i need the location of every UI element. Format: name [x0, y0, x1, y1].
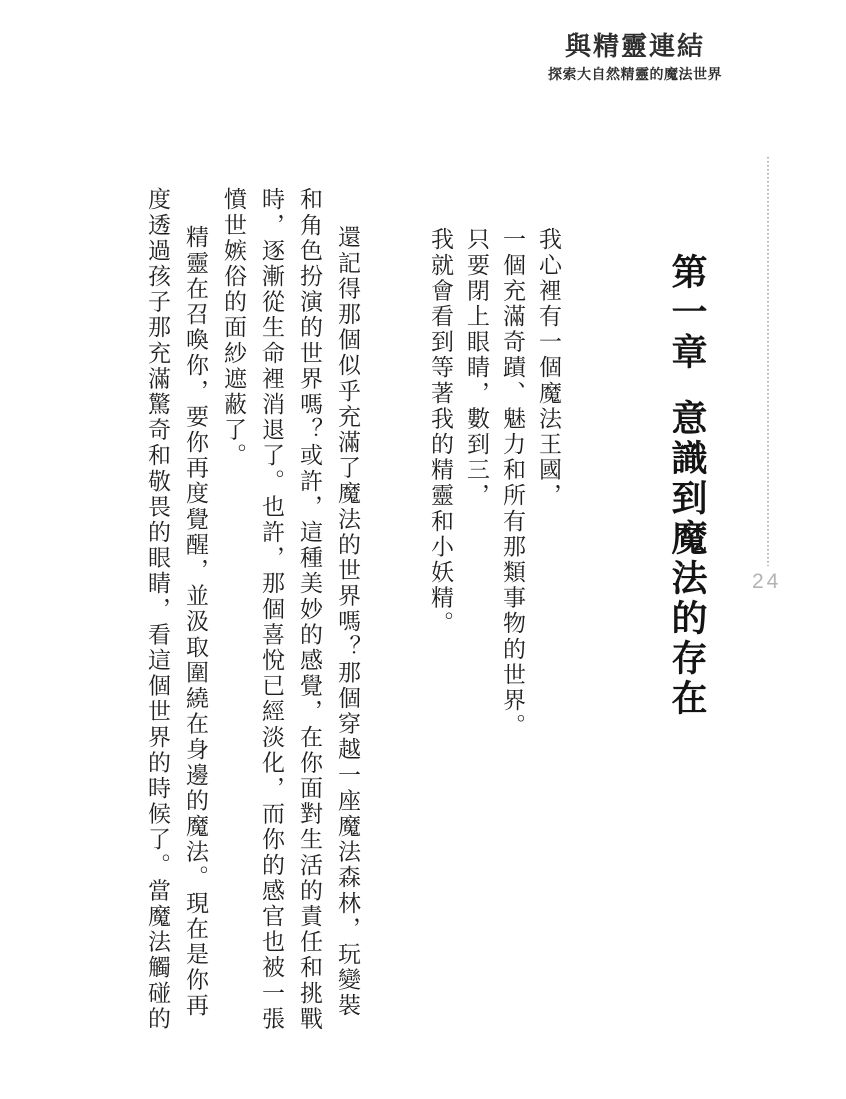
text-line: 時，逐漸從生命裡消退了。也許，那個喜悅已經淡化，而你的感官也被一張 [259, 187, 284, 1032]
paragraph [138, 187, 214, 1035]
paragraph [214, 187, 366, 1035]
chapter-title: 意識到魔法的存在 [667, 399, 707, 719]
text-line: 憤世嫉俗的面紗遮蔽了。 [221, 187, 246, 469]
text-line: 度透過孩子那充滿驚奇和敬畏的眼睛，看這個世界的時候了。當魔法觸碰的 [145, 187, 170, 1032]
page-number: 24 [752, 570, 782, 593]
text-line: 還記得那個似乎充滿了魔法的世界嗎？那個穿越一座魔法森林，玩變裝 [335, 225, 360, 1019]
verse-line: 我心裡有一個魔法王國， [536, 227, 561, 509]
verse-line: 只要閉上眼睛，數到三， [464, 227, 489, 509]
book-title: 與精靈連結 [564, 32, 705, 61]
chapter-number: 第一章 [667, 253, 707, 373]
text-line: 精靈在召喚你，要你再度覺醒，並汲取圍繞在身邊的魔法。現在是你再 [183, 225, 208, 1019]
verse-line: 一個充滿奇蹟、魅力和所有那類事物的世界。 [500, 227, 525, 739]
chapter-heading [664, 187, 710, 1035]
dotted-margin-rule [767, 157, 769, 566]
page-content [138, 187, 710, 1035]
text-line: 和角色扮演的世界嗎？或許，這種美妙的感覺，在你面對生活的責任和挑戰 [297, 187, 322, 1032]
verse-block [422, 187, 566, 1035]
running-head [548, 33, 722, 84]
verse-line: 我就會看到等著我的精靈和小妖精。 [428, 227, 453, 637]
book-subtitle: 探索大自然精靈的魔法世界 [548, 67, 722, 83]
